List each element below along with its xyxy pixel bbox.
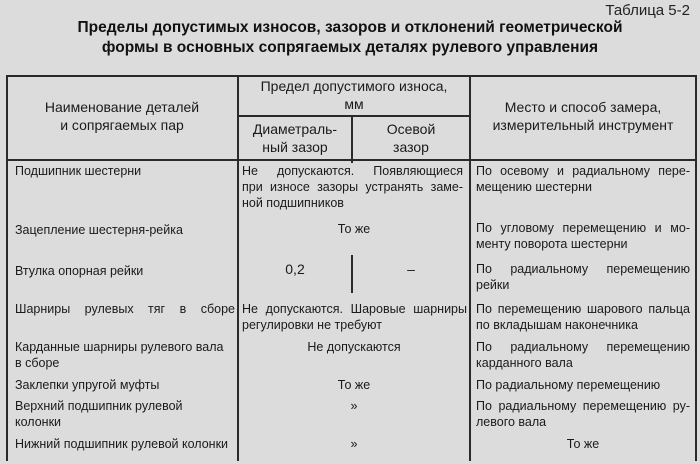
- row-name: Заклепки упругой муфты: [15, 378, 160, 392]
- table-title: [0, 18, 700, 58]
- title-line-2: формы в основных сопрягаемых деталях рулевого управления: [101, 39, 599, 56]
- row-method: По угловому перемещению и мо- менту поворота шестерни: [476, 221, 690, 251]
- header-part-name: Наименование деталей и сопрягаемых пар: [44, 99, 200, 133]
- row-method: По радиальному перемещению: [476, 378, 661, 392]
- row-name: Зацепление шестерня-рейка: [15, 223, 183, 237]
- table-number: Таблица 5-2: [605, 2, 690, 19]
- row-name: Подшипник шестерни: [15, 164, 142, 178]
- row-limit: То же: [337, 222, 371, 236]
- row-method: По перемещению шарового пальца по вкладышам наконечника: [476, 302, 690, 332]
- limits-table: [6, 75, 696, 461]
- row-axial-gap: –: [407, 261, 415, 277]
- row-method: По радиальному перемещению рейки: [476, 262, 690, 292]
- header-wear-limit: Предел допустимого износа, мм: [260, 78, 448, 112]
- header-axial-gap: Осевой зазор: [386, 121, 436, 155]
- row-limit: »: [350, 437, 358, 451]
- row-limit: Не допускаются. Шаровые шарниры регулировки не требуют: [242, 302, 467, 332]
- row-name: Шарниры рулевых тяг в сборе: [15, 302, 235, 316]
- row-diametral-gap: 0,2: [285, 261, 305, 277]
- row-limit: »: [350, 399, 358, 413]
- row-name: Карданные шарниры рулевого вала в сборе: [15, 340, 224, 370]
- header-measurement-method: Место и способ замера, измерительный инструмент: [492, 99, 674, 133]
- row-name: Втулка опорная рейки: [15, 264, 144, 278]
- row-limit: Не допускаются. Появляющиеся при износе зазоры устранять заме- ной подшипников: [242, 164, 463, 210]
- title-line-1: Пределы допустимых износов, зазоров и отклонений геометрической: [77, 19, 623, 36]
- row-method: По радиальному перемещению ру- левого вала: [476, 399, 690, 429]
- row-name: Нижний подшипник рулевой колонки: [15, 437, 229, 451]
- row-limit: То же: [337, 378, 371, 392]
- row-name: Верхний подшипник рулевой колонки: [15, 399, 183, 429]
- row-method: По радиальному перемещению карданного вала: [476, 340, 690, 370]
- row-method: По осевому и радиальному пере- мещению шестерни: [476, 164, 690, 194]
- row-method: То же: [566, 437, 600, 451]
- header-diametral-gap: Диаметраль- ный зазор: [252, 121, 338, 155]
- row-limit: Не допускаются: [307, 340, 401, 354]
